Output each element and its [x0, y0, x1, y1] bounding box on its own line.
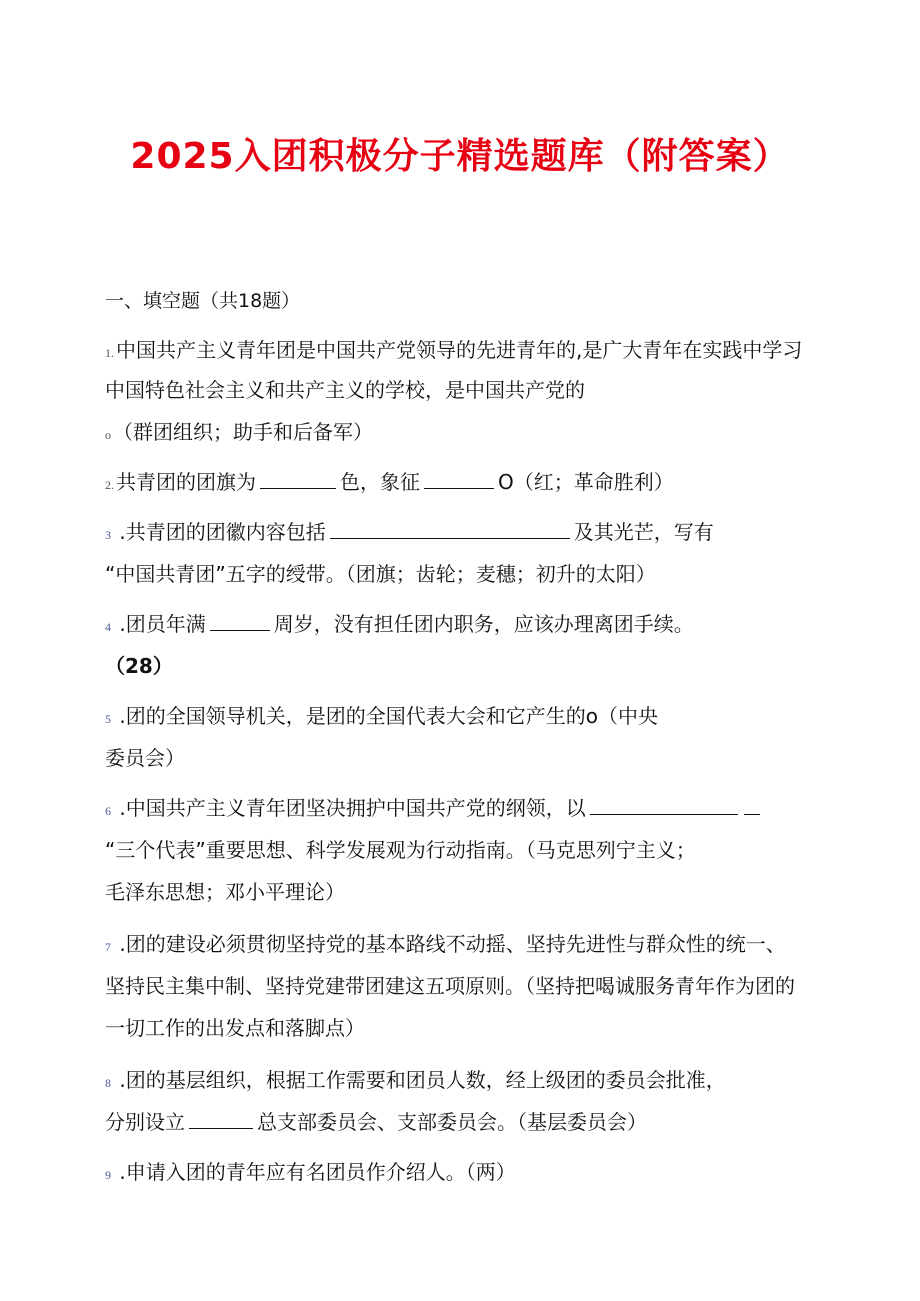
question-8-line-2 — [105, 1108, 647, 1136]
fill-blank — [189, 1110, 253, 1129]
fill-blank — [744, 796, 760, 815]
question-number: 9 — [105, 1168, 111, 1182]
question-text: 分别设立 — [105, 1110, 185, 1134]
question-text: .团的建设必须贯彻坚持党的基本路线不动摇、坚持先进性与群众性的统一、 — [119, 932, 786, 956]
question-3-line-1 — [105, 518, 714, 549]
question-text: 周岁，没有担任团内职务，应该办理离团手续。 — [273, 612, 694, 636]
question-5-line-1 — [105, 702, 658, 733]
question-1-line-1 — [105, 336, 802, 367]
fill-blank — [260, 470, 336, 489]
question-6-line-1 — [105, 794, 764, 825]
question-text: 及其光芒，写有 — [573, 520, 714, 544]
question-number: 1. — [105, 346, 114, 360]
question-1-line-2: 中国特色社会主义和共产主义的学校，是中国共产党的 — [105, 378, 585, 402]
question-number: 7 — [105, 940, 111, 954]
question-text: 中国共产主义青年团是中国共产党领导的先进青年的,是广大青年在实践中学习 — [116, 338, 803, 362]
question-number: 8 — [105, 1076, 111, 1090]
question-text: .申请入团的青年应有名团员作介绍人。（两） — [119, 1160, 516, 1184]
question-mark: o — [105, 428, 111, 442]
fill-blank — [330, 520, 570, 539]
question-7-line-1 — [105, 930, 786, 961]
question-2-line-1 — [105, 468, 674, 499]
fill-blank — [590, 796, 738, 815]
question-text: 共青团的团旗为 — [116, 470, 256, 494]
question-text: .团的全国领导机关，是团的全国代表大会和它产生的o（中央 — [119, 704, 658, 728]
question-6-line-3: 毛泽东思想；邓小平理论） — [105, 880, 345, 904]
question-5-line-2: 委员会） — [105, 746, 185, 770]
question-4-answer: （28） — [105, 654, 173, 678]
question-text: 总支部委员会、支部委员会。（基层委员会） — [257, 1110, 647, 1134]
question-7-line-3: 一切工作的出发点和落脚点） — [105, 1016, 365, 1040]
question-4-line-1 — [105, 610, 694, 641]
answer-text: O（红；革命胜利） — [498, 470, 674, 494]
fill-blank — [210, 612, 270, 631]
question-8-line-1 — [105, 1066, 726, 1097]
question-number: 3 — [105, 528, 111, 542]
question-text: .中国共产主义青年团坚决拥护中国共产党的纲领，以 — [119, 796, 586, 820]
fill-blank — [424, 470, 494, 489]
question-number: 5 — [105, 712, 111, 726]
question-text: 色，象征 — [340, 470, 420, 494]
question-text: .团员年满 — [119, 612, 206, 636]
question-9-line-1 — [105, 1158, 516, 1189]
question-text: .团的基层组织，根据工作需要和团员人数，经上级团的委员会批准， — [119, 1068, 726, 1092]
question-1-line-3 — [105, 418, 373, 449]
question-7-line-2: 坚持民主集中制、坚持党建带团建这五项原则。（坚持把喝诚服务青年作为团的 — [105, 974, 795, 998]
question-number: 6 — [105, 804, 111, 818]
answer-text: （群团组织；助手和后备军） — [113, 420, 373, 444]
document-title: 2025入团积极分子精选题库（附答案） — [130, 136, 790, 177]
question-text: .共青团的团徽内容包括 — [119, 520, 326, 544]
section-heading: 一、填空题（共18题） — [105, 290, 301, 312]
question-number: 2. — [105, 478, 114, 492]
question-6-line-2: “三个代表”重要思想、科学发展观为行动指南。（马克思列宁主义； — [105, 838, 696, 862]
question-number: 4 — [105, 620, 111, 634]
question-3-line-2: “中国共青团”五字的绶带。（团旗；齿轮；麦穗；初升的太阳） — [105, 562, 656, 586]
